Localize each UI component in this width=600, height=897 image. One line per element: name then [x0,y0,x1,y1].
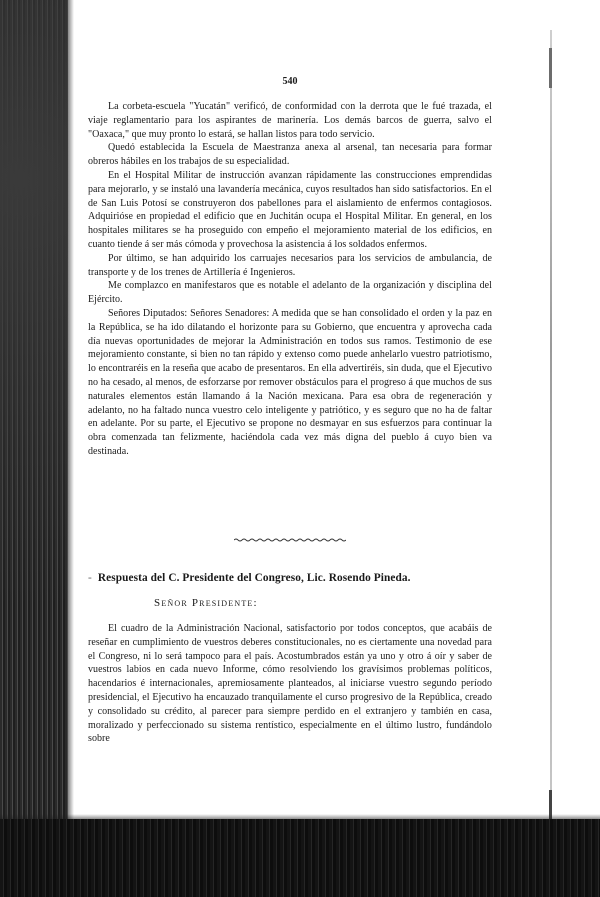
page-number: 540 [282,76,298,87]
page-edge-right [550,30,552,820]
page-edge-mark [549,48,552,88]
paragraph: La corbeta-escuela "Yucatán" verificó, de conformidad con la derrota que le fué trazada, el viaje reglamentario para los aspirantes de marinería. Los demás barcos de guerra, salvo el "Oaxaca," que muy pronto lo estará, se hallan listos para todo servicio. [88,101,492,140]
report-text [88,100,492,459]
response-heading [88,572,508,584]
response-text [88,622,492,746]
salutation: Señor Presidente: [154,597,258,609]
section-divider-ornament [234,538,346,542]
dash-mark: - [88,572,92,584]
paragraph: Me complazco en manifestaros que es notable el adelanto de la organización y disciplina del Ejército. [88,280,492,306]
scan-margin-bottom [0,819,600,897]
paragraph: Señores Diputados: Señores Senadores: A medida que se han consolidado el orden y la paz en la República, se ha ido dilatando el horizonte para su Gobierno, que encuentra y aprovecha cada día nuevas oportunidades de mejorar la Administración en todos sus ramos. Testimonio de ese mejoramiento constante, si bien no tan rápido y extenso como puede anhelarlo vuestro patriotismo, lo encontraréis en la reseña que acabo de presentaros. En ella advertiréis, sin duda, que el Ejecutivo no ha cesado, al menos, de esforzarse por remover obstáculos para el progreso á que muchos de sus naturales elementos están llamando á la Nación mexicana. Para esa obra de regeneración y adelanto, no ha faltado nunca vuestro celo inteligente y patriótico, y es seguro que no ha de faltar en adelante. Por su parte, el Ejecutivo se propone no desmayar en sus esfuerzos para continuar la obra comenzada tan felizmente, haciéndola cada vez más digna del pueblo á cuyo bien va destinada. [88,307,492,457]
paragraph: En el Hospital Militar de instrucción avanzan rápidamente las construcciones emprendidas para mejorarlo, y se instaló una lavandería mecánica, cuyos resultados han sido satisfactorios. En el de San Luis Potosí se construyeron dos pabellones para el aislamiento de enfermos contagiosos. Adquirióse en propiedad el edificio que en Juchitán ocupa el Hospital Militar. En general, en los hospitales militares se ha proseguido con empeño el mejoramiento material de los edificios, en cuanto tiende á ser más cómoda y provechosa la asistencia á los soldados enfermos. [88,169,492,250]
paragraph: Quedó establecida la Escuela de Maestranza anexa al arsenal, tan necesaria para formar obreros hábiles en los trabajos de su especialidad. [88,142,492,168]
scan-margin-left [0,0,68,897]
paragraph: Por último, se han adquirido los carruajes necesarios para los servicios de ambulancia, de transporte y de los trenes de Artillería é Ingenieros. [88,252,492,278]
response-heading-text: Respuesta del C. Presidente del Congreso, Lic. Rosendo Pineda. [97,572,411,584]
paragraph: El cuadro de la Administración Nacional, satisfactorio por todos conceptos, que acabáis de reseñar en cumplimiento de vuestros deberes constitucionales, no es ciertamente una novedad para el Congreso, ni lo será tampoco para el país. Acostumbrados están ya uno y otro á oír y saber de vuestros labios en cada nuevo Informe, cómo resolviendo los gravísimos problemas políticos, hacendarios é internacionales, apremiosamente planteados, al iniciarse vuestro segundo período presidencial, el Ejecutivo ha encauzado tranquilamente el curso progresivo de la República, creado y consolidado su crédito, al parecer para siempre perdido en el extranjero y también en casa, moralizado y perfeccionado su sistema rentístico, especialmente en el último lustro, fundándolo sobre [88,623,492,745]
